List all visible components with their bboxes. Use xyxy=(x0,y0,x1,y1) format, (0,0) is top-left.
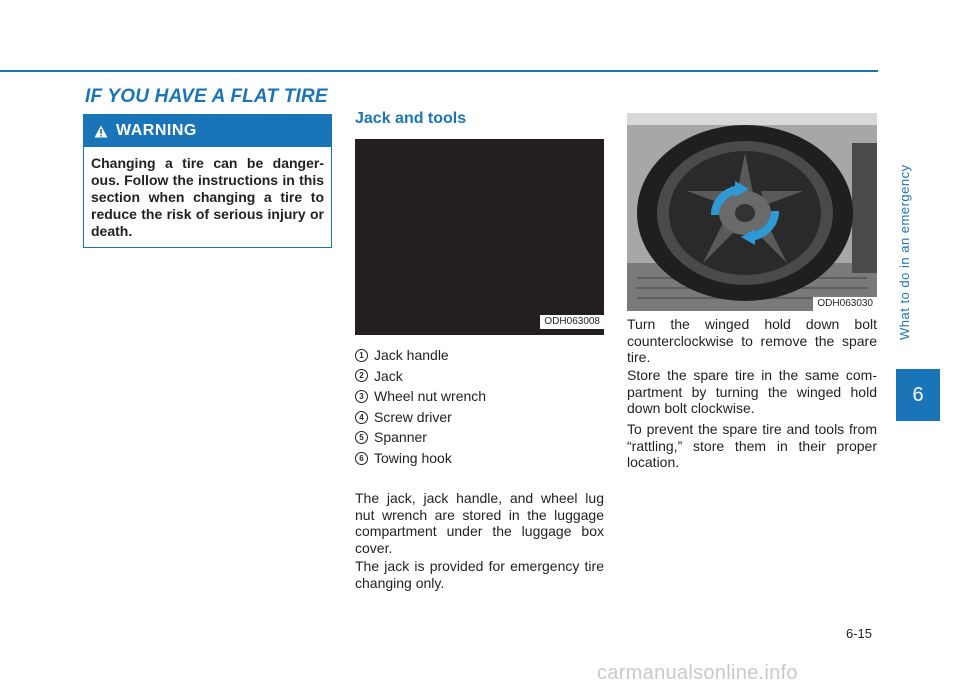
page-number: 6-15 xyxy=(846,626,873,641)
list-item xyxy=(355,345,486,366)
list-item xyxy=(355,366,486,387)
watermark: carmanualsonline.info xyxy=(597,662,798,684)
jack-tools-title: Jack and tools xyxy=(355,110,467,127)
item-label: Wheel nut wrench xyxy=(374,388,487,405)
item-number: 1 xyxy=(355,349,368,362)
item-label: Jack handle xyxy=(374,347,449,363)
warning-box xyxy=(83,114,332,248)
list-item xyxy=(355,386,486,407)
list-item xyxy=(355,407,486,428)
jack-tools-image xyxy=(355,139,604,335)
item-number: 3 xyxy=(355,390,368,403)
warning-icon xyxy=(94,125,108,138)
item-label: Towing hook xyxy=(374,449,452,466)
warning-text: Changing a tire can be danger-ous. Follow the instructions in this section when changing a tire to reduce the risk of serious injury or death. xyxy=(91,155,324,239)
list-item xyxy=(355,427,486,448)
side-tab-label: What to do in an emergency xyxy=(897,164,912,340)
store-spare-paragraph: Store the spare tire in the same com-partment by turning the winged hold down bolt clockwise. xyxy=(627,367,877,416)
spare-tire-illustration xyxy=(627,113,877,311)
item-number: 6 xyxy=(355,452,368,465)
list-item xyxy=(355,448,486,469)
item-number: 5 xyxy=(355,431,368,444)
spare-image-code: ODH063030 xyxy=(813,297,877,311)
item-label: Jack xyxy=(374,367,403,384)
rattling-paragraph: To prevent the spare tire and tools from “rattling,” store them in their proper location. xyxy=(627,421,877,470)
tool-list xyxy=(355,345,486,469)
item-number: 4 xyxy=(355,411,368,424)
chapter-badge: 6 xyxy=(896,369,940,421)
remove-spare-paragraph: Turn the winged hold down bolt counterclockwise to remove the spare tire. xyxy=(627,316,877,365)
item-label: Spanner xyxy=(374,429,427,446)
jack-image-code: ODH063008 xyxy=(540,315,604,329)
jack-storage-paragraph: The jack, jack handle, and wheel lug nut wrench are stored in the luggage compartment under the luggage box cover. xyxy=(355,490,604,556)
jack-usage-paragraph: The jack is provided for emergency tire changing only. xyxy=(355,558,604,591)
spare-tire-image xyxy=(627,113,877,311)
item-label: Screw driver xyxy=(374,408,452,425)
section-title: IF YOU HAVE A FLAT TIRE xyxy=(85,86,328,107)
header-rule xyxy=(0,70,878,72)
warning-label: WARNING xyxy=(116,122,197,139)
warning-header xyxy=(84,115,331,147)
item-number: 2 xyxy=(355,369,368,382)
